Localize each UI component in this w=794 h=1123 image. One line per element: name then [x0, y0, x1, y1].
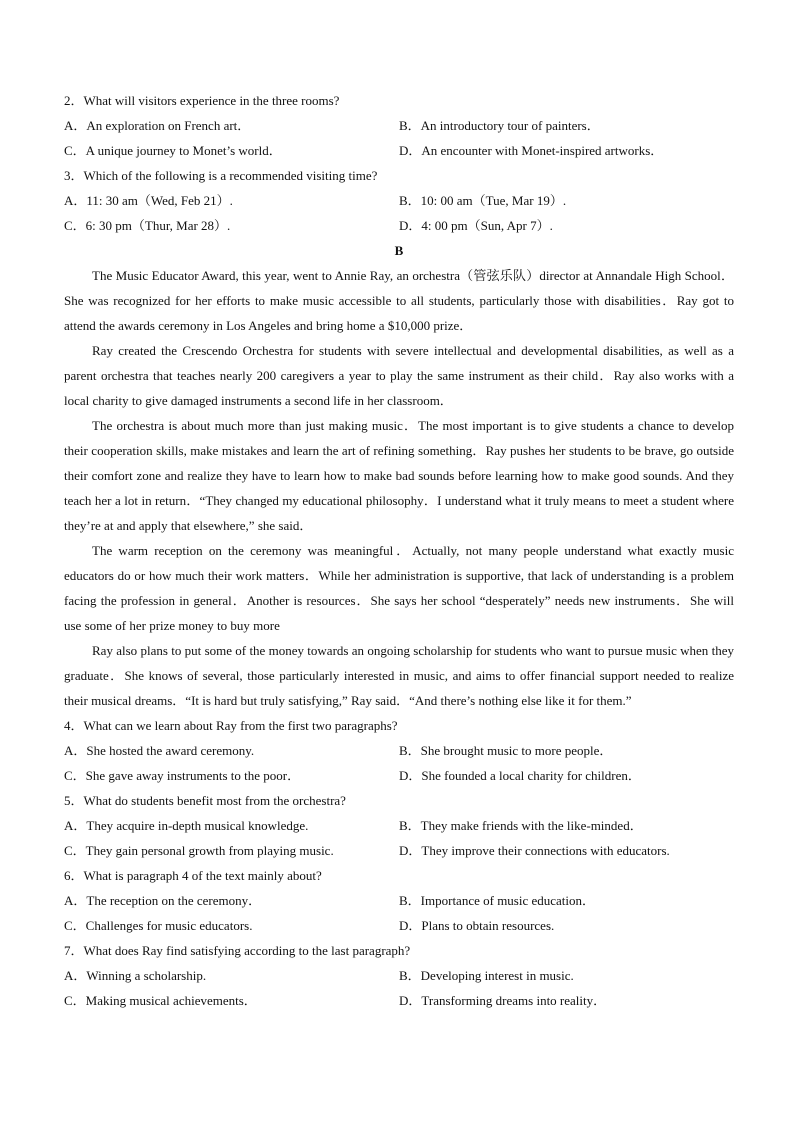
question-7-option-d: D．Transforming dreams into reality．	[399, 993, 607, 1008]
question-3-option-d: D．4: 00 pm（Sun, Apr 7）.	[399, 218, 553, 233]
question-6-option-b: B．Importance of music education．	[399, 893, 596, 908]
question-3-option-b: B．10: 00 am（Tue, Mar 19）.	[399, 193, 567, 208]
question-5-option-a: A．They acquire in-depth musical knowledge.	[64, 818, 309, 833]
question-5: 5．What do students benefit most from the orchestra?	[64, 793, 346, 808]
question-4-option-a: A．She hosted the award ceremony.	[64, 743, 255, 758]
question-7-option-b: B．Developing interest in music.	[399, 968, 574, 983]
question-6-option-c: C．Challenges for music educators.	[64, 918, 253, 933]
passage-paragraph-4: The warm reception on the ceremony was meaningful．Actually, not many people understand what exactly music educators do or how much their work matters．While her administration is supportive, that lack of understanding is a problem facing the profession in general．Another is resources．She says her school “desperately” needs new instruments．She will use some of her prize money to buy more	[64, 543, 734, 633]
question-2: 2．What will visitors experience in the three rooms?	[64, 93, 340, 108]
question-2-option-b: B．An introductory tour of painters．	[399, 118, 600, 133]
question-5-option-c: C．They gain personal growth from playing music.	[64, 843, 334, 858]
question-6-options-row-2	[64, 913, 734, 938]
question-7: 7．What does Ray find satisfying according to the last paragraph?	[64, 943, 411, 958]
question-5-options-row-2	[64, 838, 734, 863]
question-4-option-b: B．She brought music to more people．	[399, 743, 613, 758]
question-6: 6．What is paragraph 4 of the text mainly about?	[64, 868, 322, 883]
question-3-options-row-2	[64, 213, 734, 238]
question-5-option-b: B．They make friends with the like-minded．	[399, 818, 643, 833]
question-2-option-c: C．A unique journey to Monet’s world．	[64, 143, 282, 158]
question-3-option-c: C．6: 30 pm（Thur, Mar 28）.	[64, 218, 231, 233]
question-2-options-row-2	[64, 138, 734, 163]
question-7-options-row-2	[64, 988, 734, 1013]
question-4-options-row-1	[64, 738, 734, 763]
question-3-options-row-1	[64, 188, 734, 213]
section-b-passage	[64, 263, 734, 713]
question-7-option-c: C．Making musical achievements．	[64, 993, 257, 1008]
question-6-option-a: A．The reception on the ceremony．	[64, 893, 262, 908]
passage-paragraph-5: Ray also plans to put some of the money towards an ongoing scholarship for students who want to pursue music when they graduate．She knows of several, those particularly interested in music, and aims to offer financial support needed to realize their musical dreams．“It is hard but truly satisfying,” Ray said．“And there’s nothing else like it for them.”	[64, 643, 734, 708]
question-4-option-c: C．She gave away instruments to the poor．	[64, 768, 301, 783]
question-2-option-d: D．An encounter with Monet-inspired artworks．	[399, 143, 664, 158]
section-b-title: B	[394, 243, 404, 258]
question-5-option-d: D．They improve their connections with educators.	[399, 843, 670, 858]
question-7-options-row-1	[64, 963, 734, 988]
question-2-option-a: A．An exploration on French art．	[64, 118, 251, 133]
question-2-options-row-1	[64, 113, 734, 138]
question-7-option-a: A．Winning a scholarship.	[64, 968, 207, 983]
question-6-options-row-1	[64, 888, 734, 913]
question-6-option-d: D．Plans to obtain resources.	[399, 918, 555, 933]
question-4: 4．What can we learn about Ray from the first two paragraphs?	[64, 718, 398, 733]
question-3: 3．Which of the following is a recommended visiting time?	[64, 168, 378, 183]
question-4-option-d: D．She founded a local charity for children．	[399, 768, 641, 783]
question-5-options-row-1	[64, 813, 734, 838]
passage-paragraph-2: Ray created the Crescendo Orchestra for students with severe intellectual and developmental disabilities, as well as a parent orchestra that teaches nearly 200 caregivers a year to play the same instrument as their child．Ray also works with a local charity to give damaged instruments a second life in her classroom．	[64, 343, 734, 408]
question-3-option-a: A．11: 30 am（Wed, Feb 21）.	[64, 193, 233, 208]
question-4-options-row-2	[64, 763, 734, 788]
passage-paragraph-1: The Music Educator Award, this year, went to Annie Ray, an orchestra（管弦乐队）director at Annandale High School．She was recognized for her efforts to make music accessible to all students, particularly those with disabilities．Ray got to attend the awards ceremony in Los Angeles and bring home a $10,000 prize．	[64, 268, 734, 333]
exam-page	[64, 88, 734, 1013]
passage-paragraph-3: The orchestra is about much more than just making music．The most important is to give students a chance to develop their cooperation skills, make mistakes and learn the art of refining something．Ray pushes her students to be brave, go outside their comfort zone and realize they have to learn how to make bad sounds before learning how to make good sounds. And they teach her a lot in return．“They changed my educational philosophy．I understand what it truly means to meet a student where they’re at and apply that elsewhere,” she said．	[64, 418, 734, 533]
